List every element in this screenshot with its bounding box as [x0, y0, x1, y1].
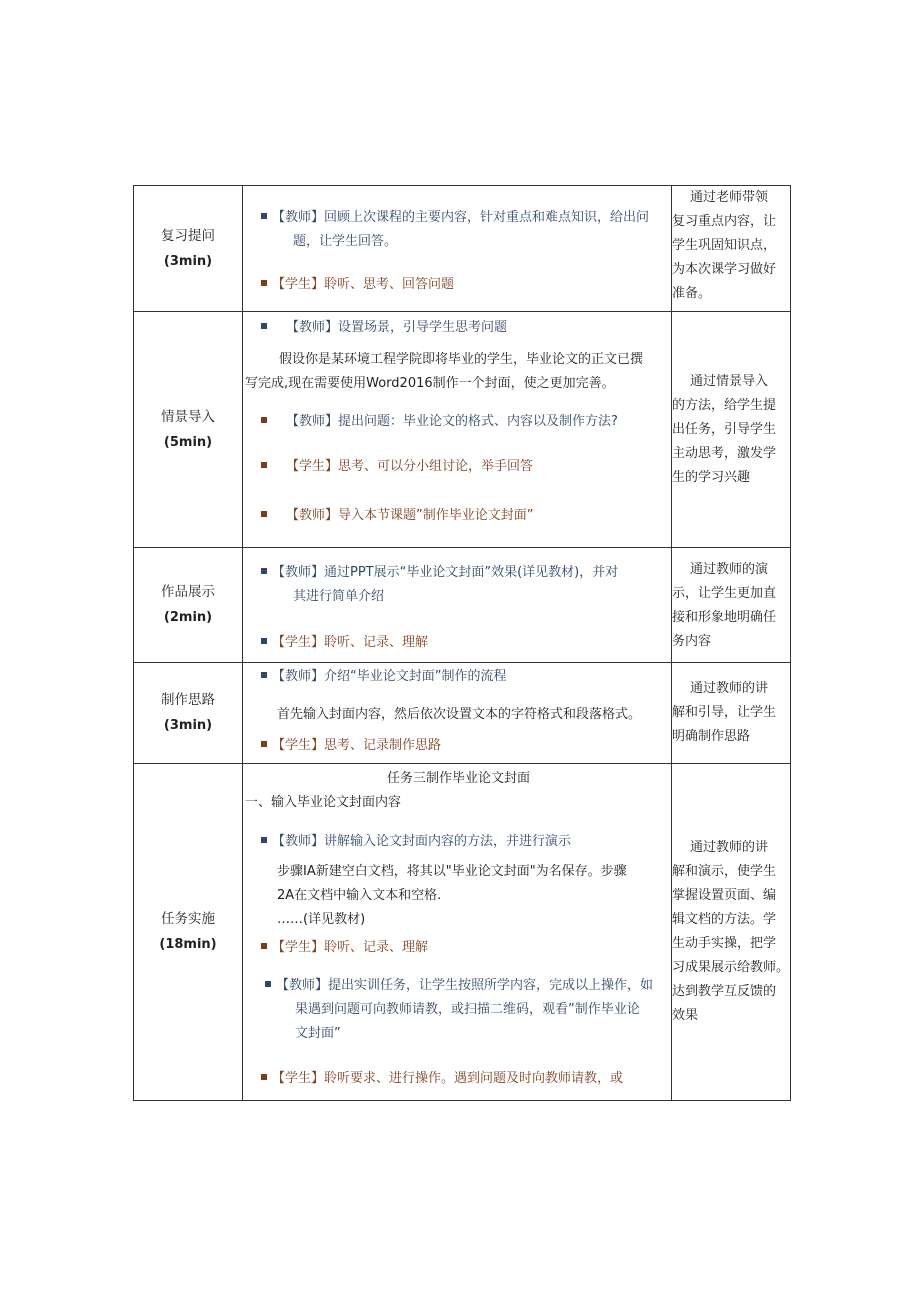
bullet-icon — [261, 672, 267, 678]
activity-line: 【教师】通过PPT展示“毕业论文封面”效果(详见教材)，并对 — [261, 561, 618, 585]
activity-line: 文封面” — [295, 1026, 341, 1041]
table-row — [134, 764, 791, 1101]
activity-cell — [243, 764, 672, 1101]
activity-line: 【学生】思考、记录制作思路 — [261, 734, 441, 758]
activity-line: 其进行简单介绍 — [293, 589, 385, 604]
note-cell: 通过教师的讲 解和引导，让学生 明确制作思路 — [672, 663, 791, 764]
activity-line: 2A在文档中输入文本和空格. — [277, 888, 442, 903]
bullet-icon — [261, 837, 267, 843]
table-row — [134, 548, 791, 663]
bullet-icon — [265, 981, 271, 987]
phase-cell — [134, 663, 243, 764]
activity-cell — [243, 186, 672, 312]
bullet-icon — [261, 568, 267, 574]
bullet-icon — [261, 943, 267, 949]
bullet-icon — [261, 280, 267, 286]
activity-line: 步骤IA新建空白文档，将其以"毕业论文封面"为名保存。步骤 — [277, 864, 627, 879]
phase-cell — [134, 764, 243, 1101]
phase-name: 情景导入 — [161, 408, 215, 425]
phase-time: (3min) — [163, 718, 213, 733]
phase-time: (5min) — [163, 434, 213, 450]
activity-line: ……(详见教材) — [277, 912, 366, 927]
activity-line: 【学生】聆听、思考、回答问题 — [261, 273, 454, 297]
activity-line: 【学生】思考、可以分小组讨论，举手回答 — [261, 455, 533, 479]
lesson-plan-table — [133, 185, 791, 1101]
activity-line: 【教师】讲解输入论文封面内容的方法，并进行演示 — [261, 830, 571, 854]
phase-name: 制作思路 — [161, 692, 215, 708]
task-title: 任务三制作毕业论文封面 — [387, 771, 531, 786]
phase-cell — [134, 186, 243, 312]
table-row — [134, 186, 791, 312]
activity-line: 【教师】提出问题：毕业论文的格式、内容以及制作方法? — [261, 410, 618, 434]
bullet-icon — [261, 638, 267, 644]
activity-line: 【学生】聆听、记录、理解 — [261, 936, 428, 960]
bullet-icon — [261, 213, 267, 219]
activity-line: 假设你是某环境工程学院即将毕业的学生，毕业论文的正文已撰 — [279, 352, 644, 367]
table-row — [134, 663, 791, 764]
activity-line: 【学生】聆听、记录、理解 — [261, 631, 428, 655]
bullet-icon — [261, 417, 267, 423]
phase-time: (2min) — [163, 610, 213, 625]
activity-line: 【教师】提出实训任务，让学生按照所学内容，完成以上操作，如 — [265, 974, 653, 998]
section-heading: 一、输入毕业论文封面内容 — [245, 795, 402, 810]
phase-name: 任务实施 — [161, 911, 215, 927]
activity-line: 首先输入封面内容，然后依次设置文本的字符格式和段落格式。 — [277, 707, 642, 722]
note-cell: 通过老师带领 复习重点内容，让 学生巩固知识点， 为本次课学习做好 准备。 — [672, 186, 791, 312]
note-cell: 通过情景导入 的方法，给学生提 出任务，引导学生 主动思考，激发学 生的学习兴趣 — [672, 312, 791, 548]
bullet-icon — [261, 511, 267, 517]
activity-line: 题，让学生回答。 — [293, 234, 398, 249]
activity-cell — [243, 312, 672, 548]
bullet-icon — [261, 1074, 267, 1080]
activity-line: 【学生】聆听要求、进行操作。遇到问题及时向教师请教，或 — [261, 1067, 623, 1091]
phase-cell — [134, 312, 243, 548]
activity-line: 写完成,现在需要使用Word2016制作一个封面，使之更加完善。 — [245, 376, 615, 391]
bullet-icon — [261, 741, 267, 747]
activity-line: 果遇到问题可向教师请教，或扫描二维码，观看”制作毕业论 — [295, 1002, 640, 1017]
phase-cell — [134, 548, 243, 663]
activity-line: 【教师】设置场景，引导学生思考问题 — [261, 316, 507, 340]
activity-cell — [243, 548, 672, 663]
activity-line: 【教师】导入本节课题”制作毕业论文封面” — [261, 504, 533, 528]
table-row — [134, 312, 791, 548]
note-cell: 通过教师的演 示，让学生更加直 接和形象地明确任 务内容 — [672, 548, 791, 663]
activity-line: 【教师】介绍“毕业论文封面”制作的流程 — [261, 665, 506, 689]
activity-line: 【教师】回顾上次课程的主要内容，针对重点和难点知识，给出问 — [261, 206, 649, 230]
phase-name: 复习提问 — [161, 227, 215, 244]
phase-time: (3min) — [163, 253, 213, 269]
activity-cell — [243, 663, 672, 764]
bullet-icon — [261, 323, 267, 329]
phase-name: 作品展示 — [161, 584, 215, 600]
note-cell: 通过教师的讲 解和演示，使学生 掌握设置页面、编 辑文档的方法。学 生动手实操，把学 习成果展示给教师。 达到教学互反馈的 效果 — [672, 764, 791, 1101]
bullet-icon — [261, 462, 267, 468]
phase-time: (18min) — [159, 937, 217, 952]
